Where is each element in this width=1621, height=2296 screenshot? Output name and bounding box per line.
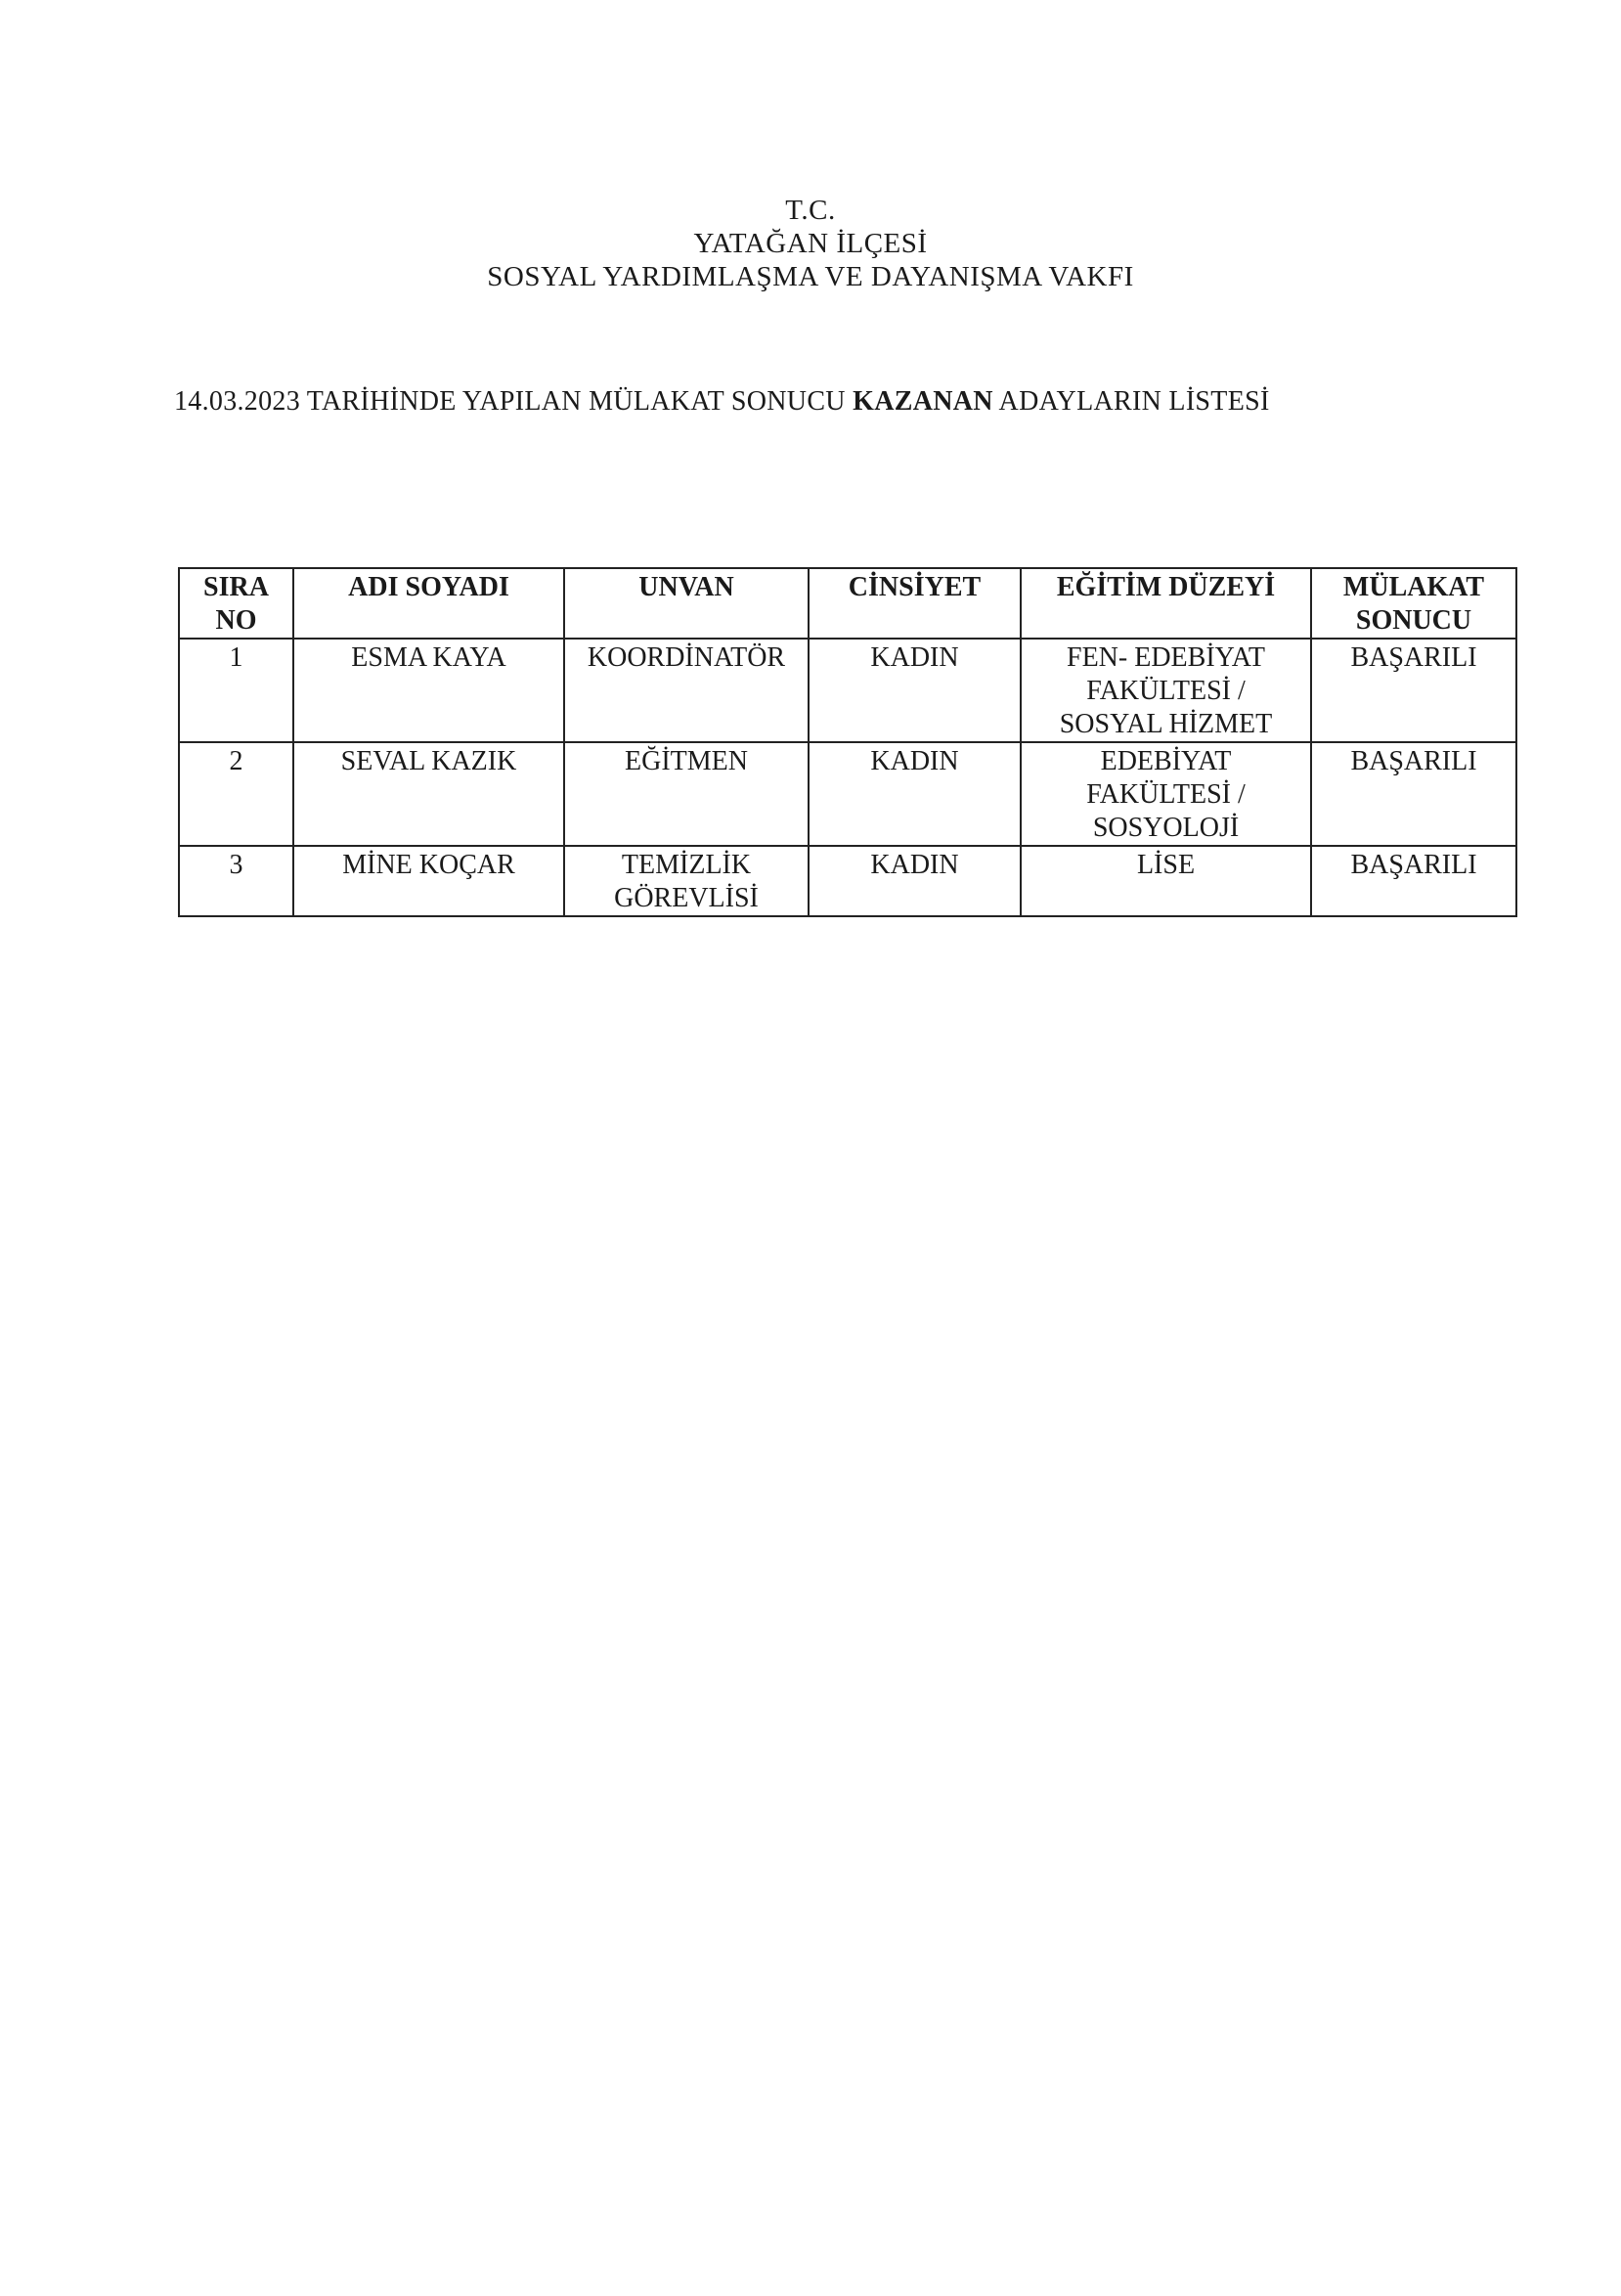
cell-unvan bbox=[564, 639, 809, 742]
header-line-district: YATAĞAN İLÇESİ bbox=[693, 228, 928, 259]
header-mulakat-line1: MÜLAKAT bbox=[1342, 572, 1485, 602]
header-mulakat-line2: SONUCU bbox=[1355, 605, 1472, 636]
header-unvan: UNVAN bbox=[564, 568, 809, 639]
cell-cinsiyet: KADIN bbox=[809, 846, 1021, 916]
header-adi-soyadi: ADI SOYADI bbox=[293, 568, 564, 639]
cell-sonuc: BAŞARILI bbox=[1311, 846, 1516, 916]
cell-sira: 3 bbox=[179, 846, 293, 916]
table-row bbox=[179, 639, 1516, 742]
subtitle-text-after: ADAYLARIN LİSTESİ bbox=[992, 386, 1270, 417]
cell-unvan-line1: TEMİZLİK bbox=[621, 850, 752, 880]
cell-egitim-line1: EDEBİYAT bbox=[1100, 746, 1232, 776]
cell-adi-soyadi: SEVAL KAZIK bbox=[293, 742, 564, 846]
cell-egitim-line2: FAKÜLTESİ / bbox=[1086, 779, 1246, 810]
cell-egitim-line3: SOSYOLOJİ bbox=[1092, 813, 1240, 843]
header-sira-line1: SIRA bbox=[203, 572, 269, 602]
cell-unvan-line1: KOORDİNATÖR bbox=[587, 642, 786, 673]
cell-unvan bbox=[564, 846, 809, 916]
header-egitim-duzeyi: EĞİTİM DÜZEYİ bbox=[1021, 568, 1311, 639]
header-line-foundation: SOSYAL YARDIMLAŞMA VE DAYANIŞMA VAKFI bbox=[487, 261, 1134, 292]
table-header-row bbox=[179, 568, 1516, 639]
header-mulakat-sonucu bbox=[1311, 568, 1516, 639]
cell-adi-soyadi: MİNE KOÇAR bbox=[293, 846, 564, 916]
cell-egitim-line1: FEN- EDEBİYAT bbox=[1067, 642, 1265, 673]
cell-adi-soyadi: ESMA KAYA bbox=[293, 639, 564, 742]
header-sira-no bbox=[179, 568, 293, 639]
cell-egitim-line2: FAKÜLTESİ / bbox=[1086, 676, 1246, 706]
subtitle-text-before: 14.03.2023 TARİHİNDE YAPILAN MÜLAKAT SONUCU bbox=[174, 386, 854, 417]
header-sira-line2: NO bbox=[215, 605, 257, 636]
header-cinsiyet: CİNSİYET bbox=[809, 568, 1021, 639]
cell-unvan-line1: EĞİTMEN bbox=[625, 746, 748, 776]
document-header bbox=[0, 194, 1621, 293]
cell-cinsiyet: KADIN bbox=[809, 639, 1021, 742]
cell-sira: 1 bbox=[179, 639, 293, 742]
cell-unvan bbox=[564, 742, 809, 846]
cell-egitim bbox=[1021, 846, 1311, 916]
table-row bbox=[179, 846, 1516, 916]
cell-egitim-line1: LİSE bbox=[1136, 850, 1196, 880]
cell-egitim bbox=[1021, 742, 1311, 846]
cell-unvan-line2: GÖREVLİSİ bbox=[614, 883, 759, 913]
document-subtitle bbox=[174, 386, 1270, 418]
cell-cinsiyet: KADIN bbox=[809, 742, 1021, 846]
subtitle-text-bold: KAZANAN bbox=[853, 386, 993, 417]
header-line-tc: T.C. bbox=[785, 195, 836, 226]
cell-sonuc: BAŞARILI bbox=[1311, 742, 1516, 846]
table-row bbox=[179, 742, 1516, 846]
cell-egitim-line3: SOSYAL HİZMET bbox=[1059, 709, 1273, 739]
cell-sira: 2 bbox=[179, 742, 293, 846]
cell-egitim bbox=[1021, 639, 1311, 742]
cell-sonuc: BAŞARILI bbox=[1311, 639, 1516, 742]
results-table bbox=[178, 567, 1517, 917]
